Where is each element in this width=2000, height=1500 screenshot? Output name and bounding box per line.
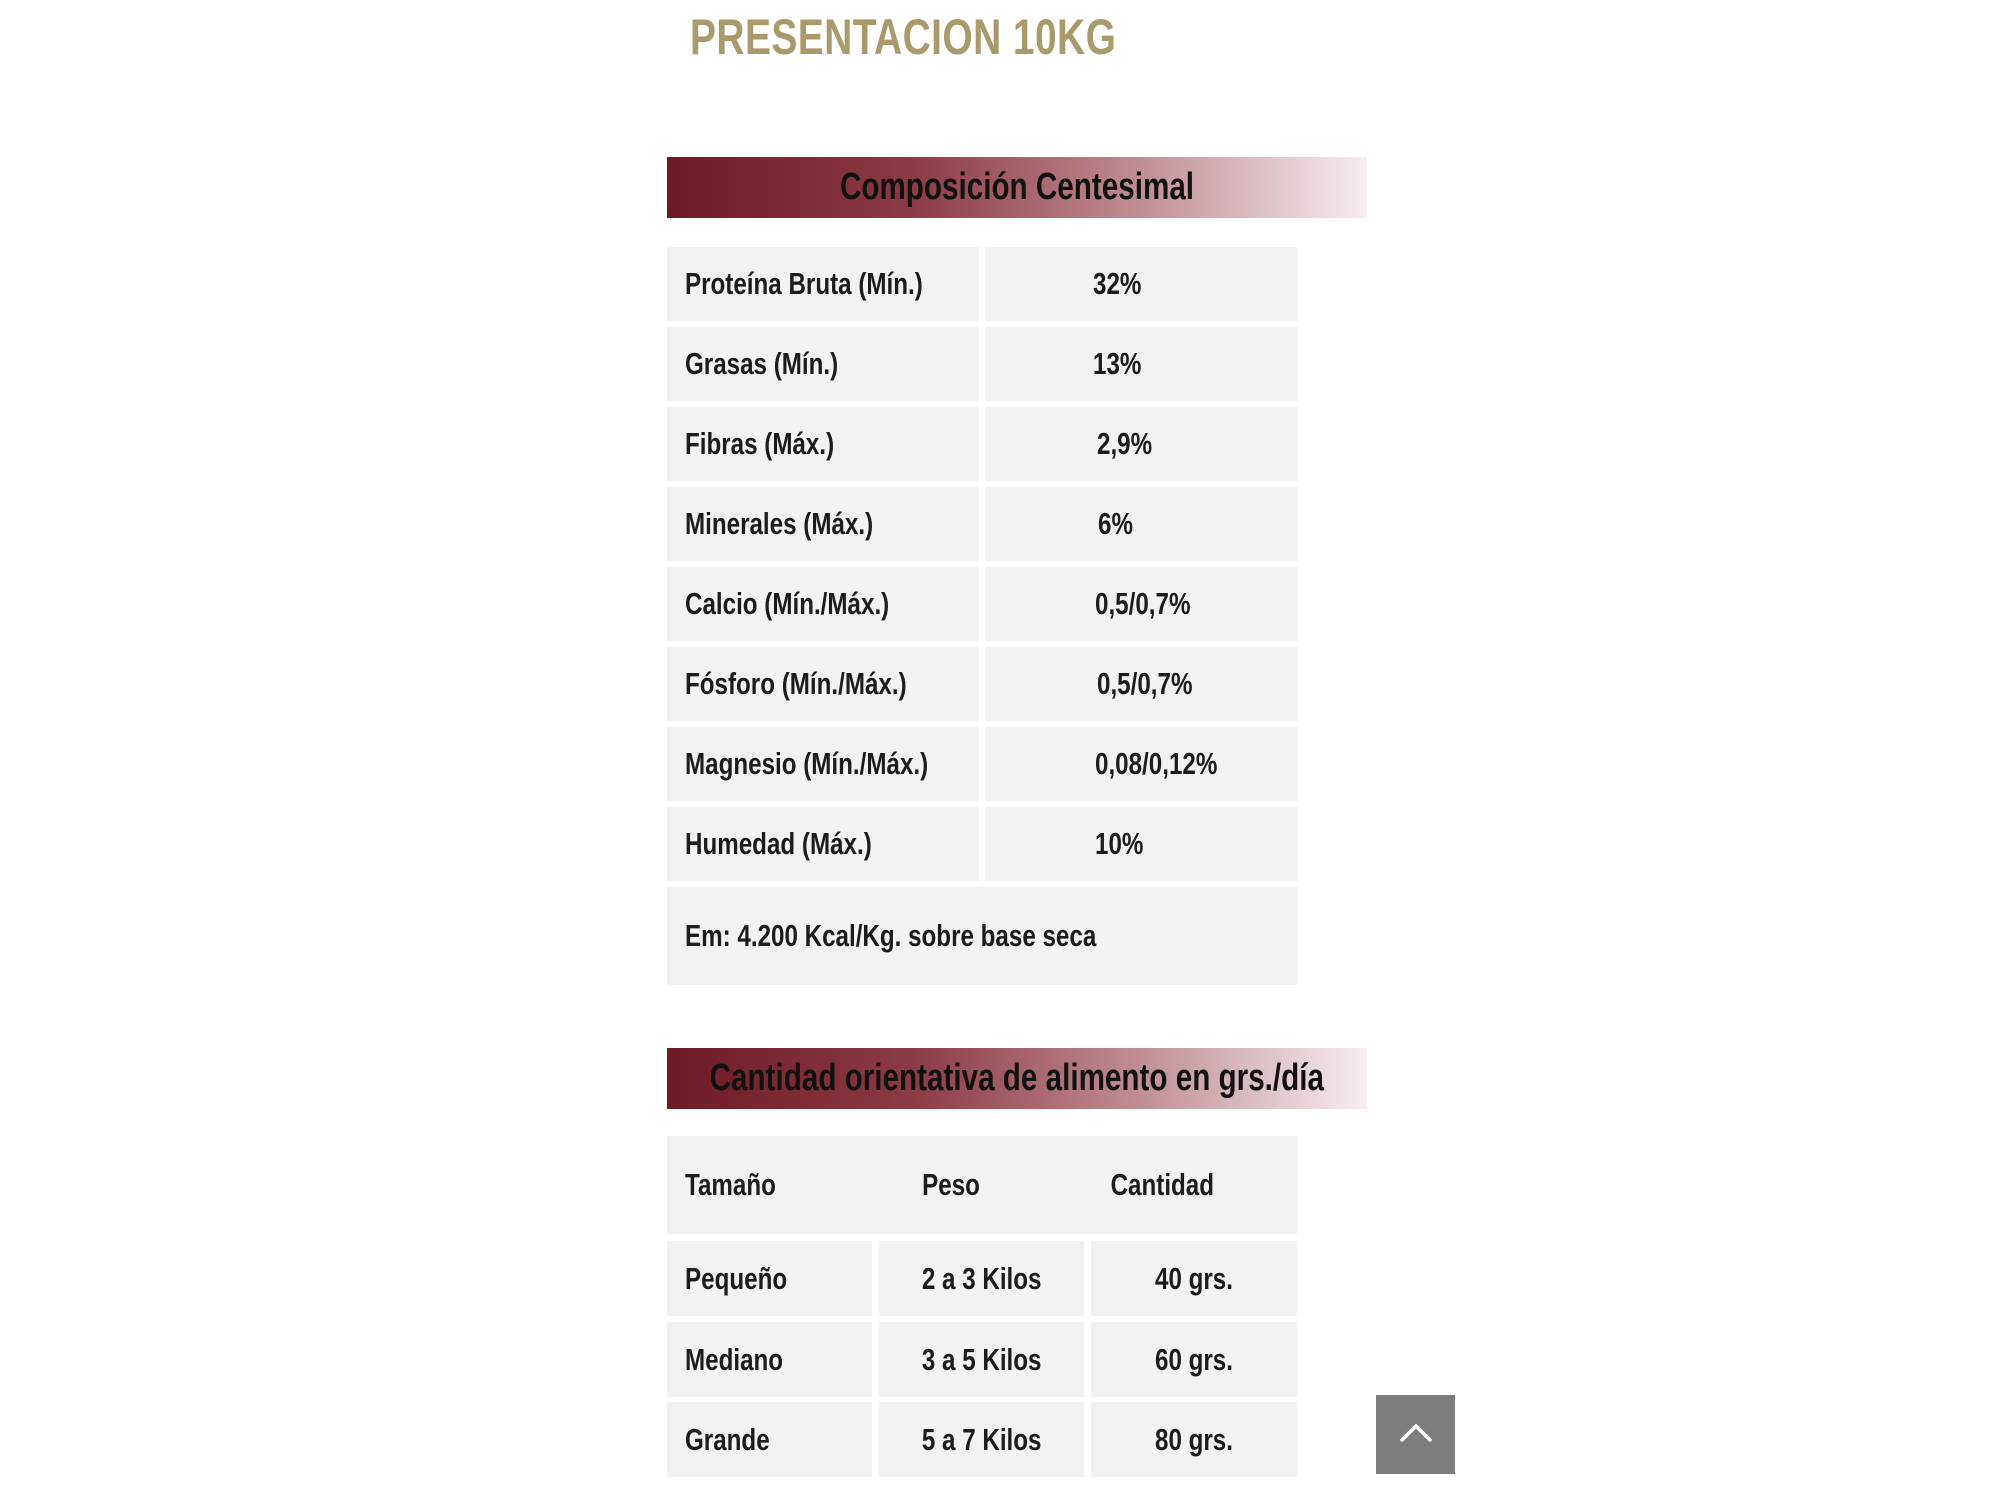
composition-value: 0,5/0,7% [985, 567, 1297, 641]
feeding-size: Mediano [667, 1322, 872, 1397]
composition-value: 10% [985, 807, 1297, 881]
chevron-up-icon [1399, 1421, 1433, 1448]
feeding-header-row [667, 1136, 1297, 1234]
composition-heading: Composición Centesimal [667, 157, 1367, 218]
composition-label: Minerales (Máx.) [667, 487, 979, 561]
feeding-size: Pequeño [667, 1241, 872, 1316]
composition-label: Proteína Bruta (Mín.) [667, 247, 979, 321]
composition-value: 0,08/0,12% [985, 727, 1297, 801]
feeding-header-amount: Cantidad [1110, 1167, 1214, 1202]
composition-value: 2,9% [985, 407, 1297, 481]
composition-label: Fósforo (Mín./Máx.) [667, 647, 979, 721]
feeding-weight: 3 a 5 Kilos [879, 1322, 1084, 1397]
feeding-weight: 2 a 3 Kilos [879, 1241, 1084, 1316]
composition-label: Calcio (Mín./Máx.) [667, 567, 979, 641]
composition-value: 13% [985, 327, 1297, 401]
feeding-amount: 40 grs. [1091, 1241, 1297, 1316]
composition-value: 0,5/0,7% [985, 647, 1297, 721]
feeding-amount: 80 grs. [1091, 1402, 1297, 1477]
feeding-size: Grande [667, 1402, 872, 1477]
energy-note: Em: 4.200 Kcal/Kg. sobre base seca [667, 887, 1297, 985]
feeding-amount: 60 grs. [1091, 1322, 1297, 1397]
composition-label: Grasas (Mín.) [667, 327, 979, 401]
composition-value: 6% [985, 487, 1297, 561]
composition-label: Magnesio (Mín./Máx.) [667, 727, 979, 801]
presentation-title: PRESENTACION 10KG [690, 9, 1117, 65]
feeding-header-size: Tamaño [685, 1167, 776, 1202]
composition-value: 32% [985, 247, 1297, 321]
scroll-to-top-button[interactable] [1376, 1395, 1455, 1474]
feeding-heading: Cantidad orientativa de alimento en grs./día [667, 1048, 1367, 1109]
composition-label: Fibras (Máx.) [667, 407, 979, 481]
feeding-weight: 5 a 7 Kilos [879, 1402, 1084, 1477]
composition-label: Humedad (Máx.) [667, 807, 979, 881]
feeding-header-weight: Peso [922, 1167, 980, 1202]
